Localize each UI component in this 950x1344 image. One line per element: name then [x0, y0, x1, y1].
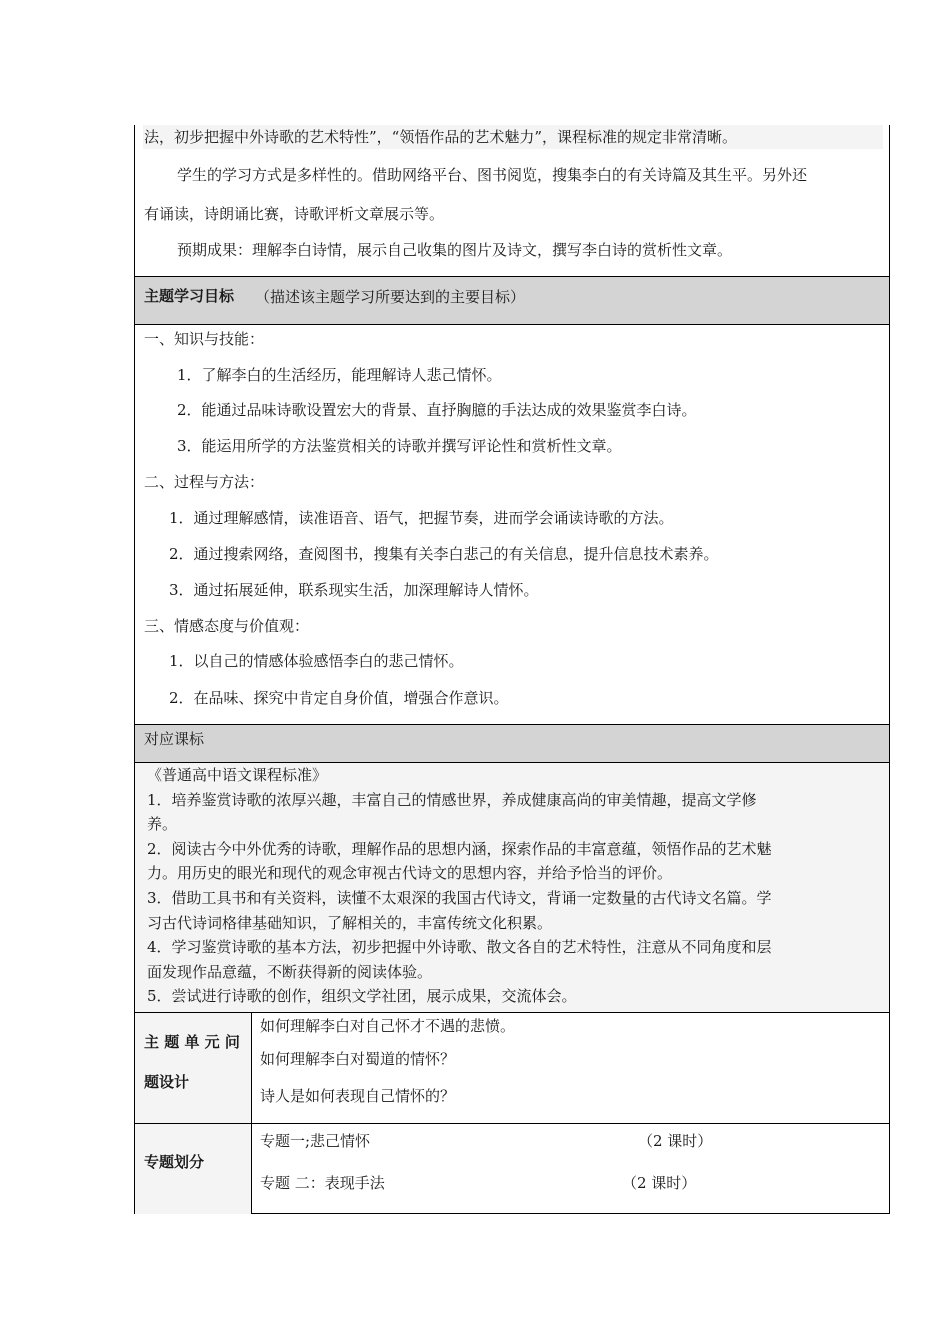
- unit-question: 如何理解李白对自己怀才不遇的悲愤。: [260, 1017, 516, 1035]
- process-item: 3．通过拓展延伸，联系现实生活，加深理解诗人情怀。: [169, 581, 539, 599]
- standards-line: 养。: [147, 815, 178, 833]
- intro-line-3: 有诵读，诗朗诵比赛，诗歌评析文章展示等。: [144, 205, 445, 223]
- knowledge-item: 3．能运用所学的方法鉴赏相关的诗歌并撰写评论性和赏析性文章。: [177, 437, 622, 455]
- knowledge-item: 1．了解李白的生活经历，能理解诗人悲己情怀。: [177, 366, 502, 384]
- goals-header-title: 主题学习目标: [144, 287, 235, 305]
- topic-hours: （2 课时）: [622, 1174, 697, 1192]
- standards-line: 习古代诗词格律基础知识，了解相关的，丰富传统文化积累。: [147, 914, 553, 932]
- column-divider: [251, 1124, 252, 1214]
- standards-header-label: 对应课标: [144, 730, 205, 748]
- intro-line-1: 法，初步把握中外诗歌的艺术特性”，“领悟作品的艺术魅力”，课程标准的规定非常清晰。: [144, 128, 738, 146]
- standards-line: 1．培养鉴赏诗歌的浓厚兴趣，丰富自己的情感世界，养成健康高尚的审美情趣，提高文学修: [147, 791, 757, 809]
- intro-section: [135, 125, 889, 276]
- unit-questions-label-line2: 题设计: [144, 1073, 190, 1091]
- topic-name: 专题 二：表现手法: [260, 1174, 385, 1192]
- standards-line: 3．借助工具书和有关资料，读懂不太艰深的我国古代诗文，背诵一定数量的古代诗文名篇。学: [147, 889, 772, 907]
- goals-section: [135, 325, 889, 724]
- standards-line: 2．阅读古今中外优秀的诗歌，理解作品的思想内涵，探索作品的丰富意蕴，领悟作品的艺术魅: [147, 840, 772, 858]
- standards-section: [135, 763, 889, 1012]
- goals-header: [135, 277, 889, 324]
- standards-line: 面发现作品意蕴，不断获得新的阅读体验。: [147, 963, 433, 981]
- process-item: 1．通过理解感情，读准语音、语气，把握节奏，进而学会诵读诗歌的方法。: [169, 509, 674, 527]
- emotion-item: 1．以自己的情感体验感悟李白的悲己情怀。: [169, 652, 464, 670]
- standards-header: [135, 725, 889, 762]
- intro-line-4: 预期成果：理解李白诗情，展示自己收集的图片及诗文，撰写李白诗的赏析性文章。: [177, 241, 733, 259]
- standards-line: 5．尝试进行诗歌的创作，组织文学社团，展示成果，交流体会。: [147, 987, 577, 1005]
- emotion-heading: 三、情感态度与价值观：: [144, 617, 310, 635]
- topic-name: 专题一;悲己情怀: [260, 1132, 371, 1150]
- lesson-plan-table: [134, 125, 890, 1214]
- emotion-item: 2．在品味、探究中肯定自身价值，增强合作意识。: [169, 689, 509, 707]
- unit-questions-row: [135, 1013, 889, 1123]
- standards-line: 《普通高中语文课程标准》: [147, 766, 328, 784]
- process-heading: 二、过程与方法：: [144, 473, 265, 491]
- unit-question: 诗人是如何表现自己情怀的？: [260, 1087, 456, 1105]
- knowledge-item: 2．能通过品味诗歌设置宏大的背景、直抒胸臆的手法达成的效果鉴赏李白诗。: [177, 401, 697, 419]
- unit-question: 如何理解李白对蜀道的情怀？: [260, 1050, 456, 1068]
- process-item: 2．通过搜索网络，查阅图书，搜集有关李白悲己的有关信息，提升信息技术素养。: [169, 545, 719, 563]
- topic-hours: （2 课时）: [638, 1132, 713, 1150]
- goals-header-note: （描述该主题学习所要达到的主要目标）: [255, 288, 526, 306]
- topics-row: [135, 1124, 889, 1214]
- topics-label-cell: [135, 1124, 251, 1214]
- topics-label: 专题划分: [144, 1153, 205, 1171]
- unit-questions-label-line1: 主 题 单 元 问: [144, 1033, 240, 1051]
- intro-line-2: 学生的学习方式是多样性的。借助网络平台、图书阅览，搜集李白的有关诗篇及其生平。另外还: [177, 166, 808, 184]
- standards-line: 4．学习鉴赏诗歌的基本方法，初步把握中外诗歌、散文各自的艺术特性，注意从不同角度和层: [147, 938, 772, 956]
- standards-line: 力。用历史的眼光和现代的观念审视古代诗文的思想内容，并给予恰当的评价。: [147, 864, 673, 882]
- unit-questions-label-cell: [135, 1013, 251, 1123]
- knowledge-heading: 一、知识与技能：: [144, 330, 265, 348]
- column-divider: [251, 1013, 252, 1123]
